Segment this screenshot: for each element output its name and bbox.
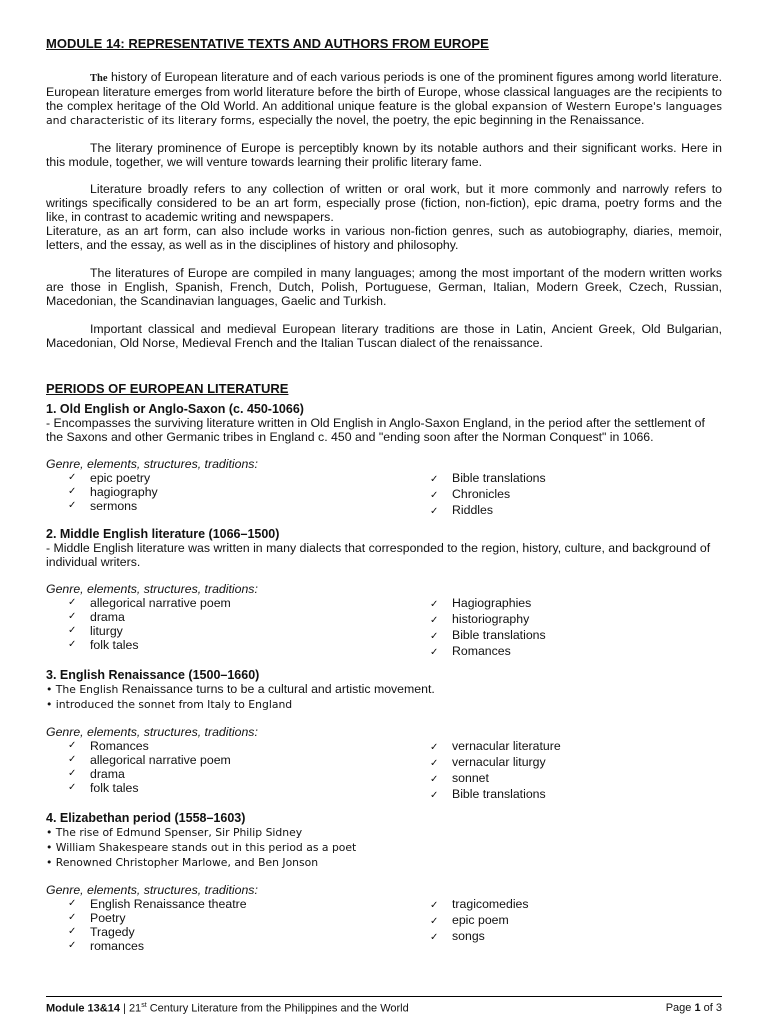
genre-item-label: allegorical narrative poem [90,752,231,767]
genre-item-label: Chronicles [452,486,511,501]
genre-item [430,929,722,945]
period-description: - Encompasses the surviving literature written in Old English in Anglo-Saxon England, in the period after the settlement of the Saxons and other Germanic tribes in England c. 450 and "ending soon after the Norman Conquest" in 1066. [46,415,705,444]
genre-columns [46,897,722,953]
checkmark-icon: ✓ [68,753,77,765]
genre-item [46,897,430,911]
genre-item-label: vernacular literature [452,738,561,753]
genre-item-label: Tragedy [90,924,135,939]
genre-item [46,925,430,939]
intro-paragraph-2: The literary prominence of Europe is perceptibly known by its notable authors and their significant works. Here in this module, together, we will venture towards learning their prolific literary fame. [46,140,722,169]
genre-item-label: tragicomedies [452,896,529,911]
genre-item [46,781,430,795]
genre-item-label: Romances [90,738,149,753]
genre-item [430,771,722,787]
genre-item-label: Hagiographies [452,595,532,610]
intro-paragraph-1: The history of European literature and of each various periods is one of the prominent figures among world literature. European literature emerges from world literature before the birth of Europe, whose classical languages are the recipients to the complex heritage of the Old World. An additional unique feature is the global expansion of Western Europe's languages and characteristic of its literary forms, especially the novel, the poetry, the epic beginning in the Renaissance. [46,70,722,127]
genre-item [46,499,430,513]
genre-columns [46,471,722,519]
intro-paragraph-4: Literature, as an art form, can also include works in various non-fiction genres, such as autobiography, diaries, memoir, letters, and the essay, as well as in the disciplines of history and philosophy. [46,224,722,253]
checkmark-icon: ✓ [68,925,77,937]
genre-column-right [430,739,722,803]
checkmark-icon: ✓ [68,596,77,608]
genre-column-left [46,596,430,660]
genre-item [46,624,430,638]
genre-column-right [430,471,722,519]
genre-item [430,628,722,644]
checkmark-icon: ✓ [68,471,77,483]
genre-item-label: Bible translations [452,627,546,642]
period-description: - Middle English literature was written in many dialects that corresponded to the region, history, culture, and background of individual writers. [46,540,711,569]
checkmark-icon: ✓ [430,741,439,753]
checkmark-icon: ✓ [68,499,77,511]
genre-item [430,487,722,503]
period-section [46,527,722,660]
genre-item-label: historiography [452,611,530,626]
checkmark-icon: ✓ [68,485,77,497]
checkmark-icon: ✓ [68,624,77,636]
genre-item [430,897,722,913]
genre-item-label: epic poem [452,912,509,927]
period-bullet: • The English Renaissance turns to be a cultural and artistic movement. [46,681,435,696]
genre-column-right [430,596,722,660]
genre-item [430,612,722,628]
genre-item-label: folk tales [90,780,139,795]
document-page [46,36,722,961]
genre-item-label: liturgy [90,623,123,638]
genre-item [430,596,722,612]
checkmark-icon: ✓ [68,781,77,793]
period-heading: 2. Middle English literature (1066–1500) [46,526,280,541]
periods-list [46,402,722,953]
module-title: MODULE 14: REPRESENTATIVE TEXTS AND AUTHORS FROM EUROPE [46,36,489,51]
genre-item [46,767,430,781]
period-heading: 3. English Renaissance (1500–1660) [46,667,260,682]
genre-item [430,755,722,771]
genre-label: Genre, elements, structures, traditions: [46,581,258,596]
checkmark-icon: ✓ [68,739,77,751]
checkmark-icon: ✓ [68,767,77,779]
genre-item-label: drama [90,609,125,624]
genre-item [46,485,430,499]
genre-item-label: songs [452,928,485,943]
genre-label: Genre, elements, structures, traditions: [46,882,258,897]
periods-heading: PERIODS OF EUROPEAN LITERATURE [46,380,289,396]
genre-column-left [46,897,430,953]
genre-item-label: Riddles [452,502,494,517]
genre-item [430,787,722,803]
checkmark-icon: ✓ [430,614,439,626]
checkmark-icon: ✓ [430,598,439,610]
checkmark-icon: ✓ [430,630,439,642]
checkmark-icon: ✓ [68,911,77,923]
genre-item [46,739,430,753]
period-bullet: • introduced the sonnet from Italy to England [46,697,293,711]
genre-item-label: folk tales [90,637,139,652]
footer-page-number: Page 1 of 3 [665,1002,722,1014]
genre-item-label: sermons [90,498,138,513]
period-section [46,402,722,519]
period-section [46,811,722,953]
checkmark-icon: ✓ [68,610,77,622]
genre-item [430,913,722,929]
checkmark-icon: ✓ [68,897,77,909]
page-footer [46,996,722,1015]
genre-item-label: hagiography [90,484,158,499]
period-bullet: • The rise of Edmund Spenser, Sir Philip Sidney [46,825,303,839]
genre-label: Genre, elements, structures, traditions: [46,456,258,471]
genre-column-right [430,897,722,953]
genre-columns [46,596,722,660]
period-heading: 1. Old English or Anglo-Saxon (c. 450-1066) [46,401,304,416]
genre-column-left [46,739,430,803]
checkmark-icon: ✓ [430,899,439,911]
checkmark-icon: ✓ [430,505,439,517]
genre-item [46,596,430,610]
genre-item-label: Poetry [90,910,126,925]
genre-item [46,753,430,767]
genre-item-label: drama [90,766,125,781]
genre-item [46,610,430,624]
checkmark-icon: ✓ [430,489,439,501]
intro-paragraph-3: Literature broadly refers to any collection of written or oral work, but it more commonly and narrowly refers to writings specifically considered to be an art form, especially prose (fiction, non-fiction), epic drama, poetry forms and the like, in contrast to academic writing and newspapers. [46,182,722,225]
checkmark-icon: ✓ [430,757,439,769]
genre-item-label: sonnet [452,770,489,785]
genre-item-label: epic poetry [90,470,151,485]
checkmark-icon: ✓ [430,646,439,658]
genre-item-label: Bible translations [452,470,546,485]
checkmark-icon: ✓ [430,473,439,485]
genre-column-left [46,471,430,519]
genre-item-label: allegorical narrative poem [90,595,231,610]
footer-course: Module 13&14 | 21st Century Literature from the Philippines and the World [46,1002,409,1015]
genre-item-label: English Renaissance theatre [90,896,247,911]
genre-item [430,739,722,755]
checkmark-icon: ✓ [68,638,77,650]
genre-item [430,503,722,519]
genre-item [430,644,722,660]
genre-item-label: vernacular liturgy [452,754,546,769]
genre-item-label: Bible translations [452,786,546,801]
genre-item [46,638,430,652]
genre-columns [46,739,722,803]
period-bullet: • Renowned Christopher Marlowe, and Ben Jonson [46,855,319,869]
genre-item [46,911,430,925]
genre-item [430,471,722,487]
genre-label: Genre, elements, structures, traditions: [46,724,258,739]
checkmark-icon: ✓ [430,773,439,785]
genre-item [46,939,430,953]
period-section [46,668,722,803]
genre-item-label: romances [90,938,144,953]
period-heading: 4. Elizabethan period (1558–1603) [46,810,246,825]
checkmark-icon: ✓ [430,931,439,943]
intro-paragraph-5: The literatures of Europe are compiled in many languages; among the most important of the modern written works are those in English, Spanish, French, Dutch, Polish, Portuguese, German, Italian, Modern Greek, Czech, Russian, Macedonian, the Scandinavian languages, Gaelic and Turkish. [46,265,722,308]
intro-paragraph-6: Important classical and medieval European literary traditions are those in Latin, Ancient Greek, Old Bulgarian, Macedonian, Old Norse, Medieval French and the Italian Tuscan dialect of the renaissance. [46,321,722,350]
checkmark-icon: ✓ [68,939,77,951]
checkmark-icon: ✓ [430,915,439,927]
genre-item [46,471,430,485]
period-bullet: • William Shakespeare stands out in this period as a poet [46,840,357,854]
checkmark-icon: ✓ [430,789,439,801]
genre-item-label: Romances [452,643,511,658]
